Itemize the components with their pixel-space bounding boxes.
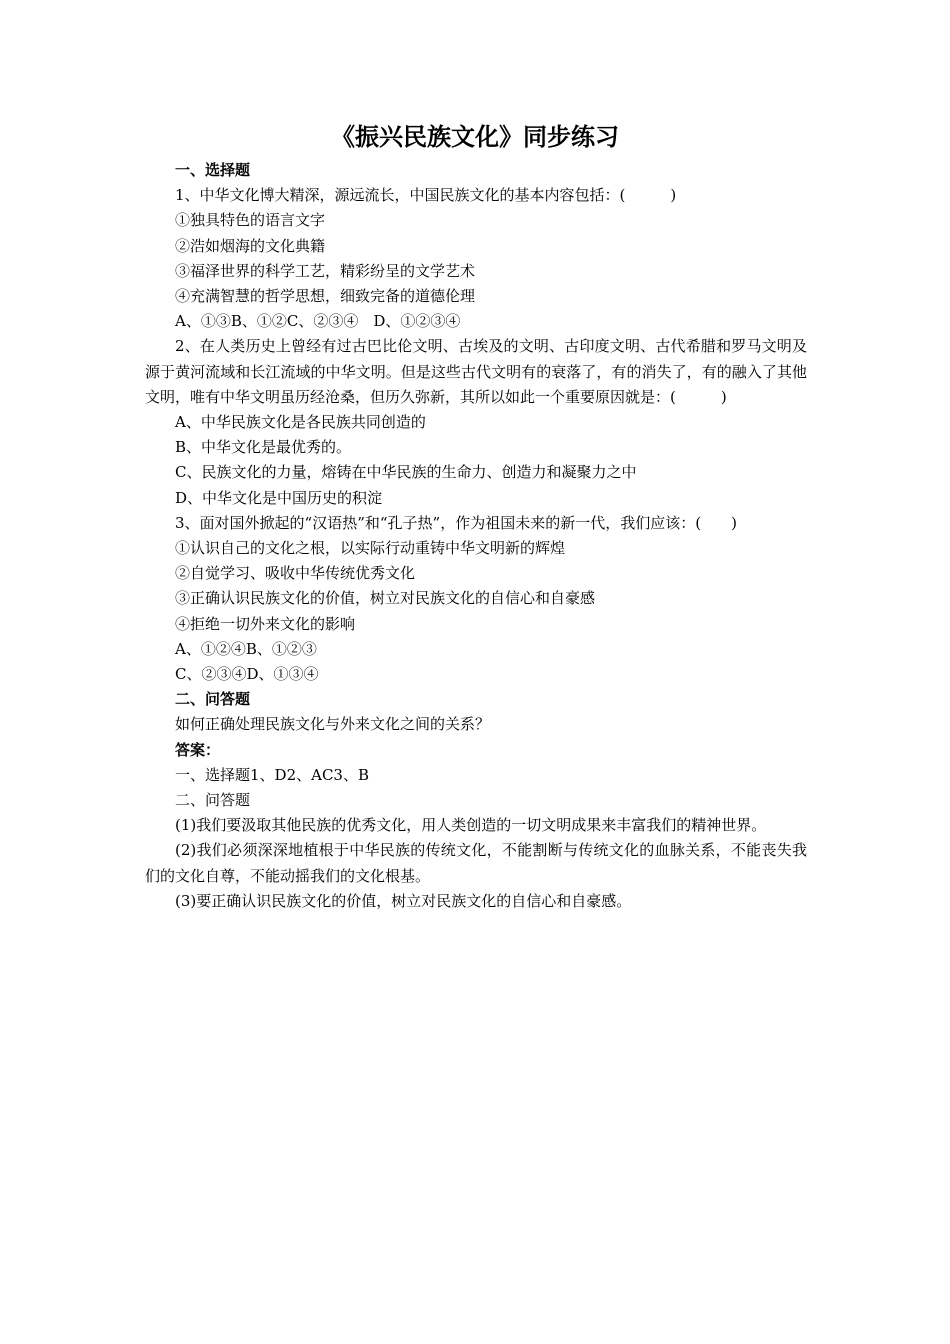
question-3-item: ④拒绝一切外来文化的影响 [175, 614, 356, 633]
question-1-item: ②浩如烟海的文化典籍 [175, 236, 326, 255]
answer-line: 一、选择题1、D2、AC3、B [175, 765, 369, 784]
question-2-option: B、中华文化是最优秀的。 [175, 438, 352, 457]
question-3-item: ③正确认识民族文化的价值，树立对民族文化的自信心和自豪感 [175, 589, 596, 608]
question-3-item: ②自觉学习、吸收中华传统优秀文化 [175, 564, 416, 583]
answer-point: (3)要正确认识民族文化的价值，树立对民族文化的自信心和自豪感。 [175, 891, 632, 910]
answer-point: (2)我们必须深深地植根于中华民族的传统文化，不能割断与传统文化的血脉关系，不能丧失我们的文化自尊，不能动摇我们的文化根基。 [145, 841, 807, 885]
document-body [145, 158, 807, 914]
section-heading-choice: 一、选择题 [175, 161, 251, 179]
answer-heading: 答案： [175, 740, 221, 759]
document-title: 《振兴民族文化》同步练习 [331, 123, 619, 151]
question-2-option: C、民族文化的力量，熔铸在中华民族的生命力、创造力和凝聚力之中 [175, 463, 637, 482]
question-2-option: A、中华民族文化是各民族共同创造的 [175, 413, 426, 432]
question-3-stem: 3、面对国外掀起的“汉语热”和“孔子热”，作为祖国未来的新一代，我们应该：( ) [175, 513, 737, 532]
question-1-stem: 1、中华文化博大精深，源远流长，中国民族文化的基本内容包括：( ) [175, 186, 677, 205]
question-3-options: C、②③④D、①③④ [175, 665, 319, 684]
question-1-item: ④充满智慧的哲学思想，细致完备的道德伦理 [175, 287, 476, 306]
question-3-options: A、①②④B、①②③ [175, 639, 317, 658]
question-1-item: ③福泽世界的科学工艺，精彩纷呈的文学艺术 [175, 261, 476, 280]
answer-point: (1)我们要汲取其他民族的优秀文化，用人类创造的一切文明成果来丰富我们的精神世界。 [175, 816, 767, 835]
question-2-stem: 2、在人类历史上曾经有过古巴比伦文明、古埃及的文明、古印度文明、古代希腊和罗马文明及源于黄河流域和长江流域的中华文明。但是这些古代文明有的衰落了，有的消失了，有的融入了其他文明，唯有中华文明虽历经沧桑，但历久弥新，其所以如此一个重要原因就是：( ) [145, 337, 807, 406]
question-3-item: ①认识自己的文化之根，以实际行动重铸中华文明新的辉煌 [175, 539, 566, 558]
answer-line: 二、问答题 [175, 791, 251, 810]
question-1-options: A、①③B、①②C、②③④ D、①②③④ [175, 312, 461, 331]
question-1-item: ①独具特色的语言文字 [175, 211, 326, 230]
question-2-option: D、中华文化是中国历史的积淀 [175, 488, 383, 507]
section-heading-qa: 二、问答题 [175, 690, 251, 709]
question-4: 如何正确处理民族文化与外来文化之间的关系？ [175, 715, 491, 734]
